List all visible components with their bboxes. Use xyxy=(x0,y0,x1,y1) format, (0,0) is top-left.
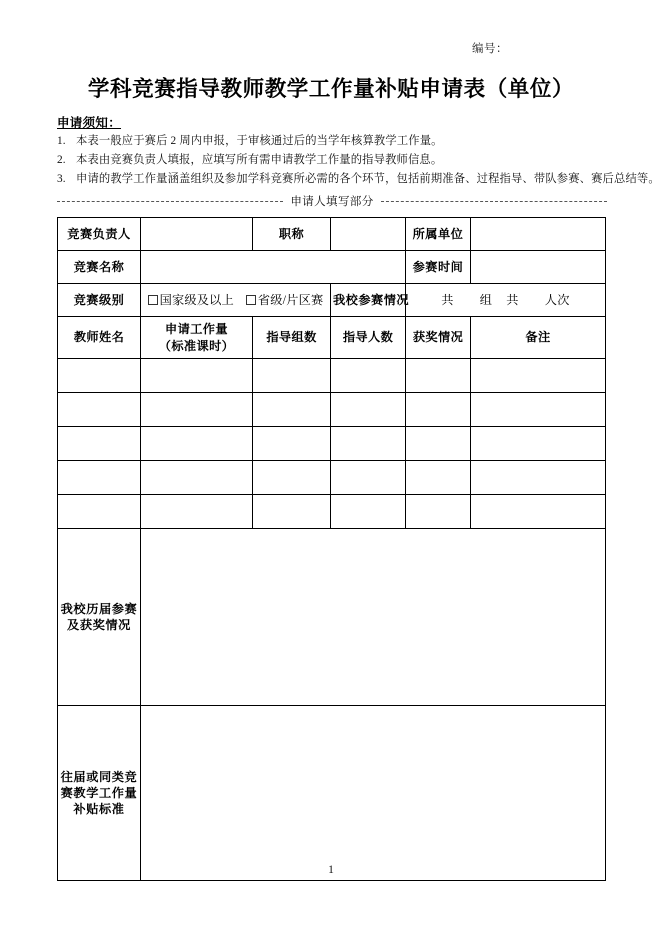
column-header-workload-line1: 申请工作量 xyxy=(165,322,228,337)
cell-teacher-name[interactable] xyxy=(58,359,141,393)
cell-group-count[interactable] xyxy=(253,393,331,427)
label-competition-time: 参赛时间 xyxy=(406,251,471,284)
document-number-label: 编号： xyxy=(472,43,508,55)
notice-item xyxy=(57,151,609,170)
table-row-subsidy-standard xyxy=(58,706,606,881)
label-subsidy-line1: 往届或同类竞 xyxy=(60,769,138,784)
cell-remark[interactable] xyxy=(471,495,606,529)
column-header-teacher-name: 教师姓名 xyxy=(58,317,141,359)
notice-item-text: 本表一般应于赛后 2 周内申报，于审核通过后的当学年核算教学工作量。 xyxy=(76,135,443,147)
cell-award[interactable] xyxy=(406,427,471,461)
cell-group-count[interactable] xyxy=(253,495,331,529)
cell-group-count[interactable] xyxy=(253,461,331,495)
field-competition-leader[interactable] xyxy=(141,218,253,251)
checkbox-provincial-level[interactable] xyxy=(246,292,324,308)
notice-item-index: 3. xyxy=(57,173,66,185)
table-row xyxy=(58,427,606,461)
field-subsidy-standard[interactable] xyxy=(141,706,606,881)
label-title-rank: 职称 xyxy=(253,218,331,251)
checkbox-provincial-label: 省级/片区赛 xyxy=(257,292,324,307)
cell-student-count[interactable] xyxy=(331,495,406,529)
notice-item-text: 申请的教学工作量涵盖组织及参加学科竞赛所必需的各个环节，包括前期准备、过程指导、带队参赛、赛后总结等。 xyxy=(76,173,660,185)
notice-item-index: 1. xyxy=(57,135,66,147)
cell-remark[interactable] xyxy=(471,393,606,427)
cell-workload[interactable] xyxy=(141,393,253,427)
label-subsidy-line3: 补贴标准 xyxy=(73,802,125,817)
divider-rule-right xyxy=(381,201,607,202)
field-affiliated-unit[interactable] xyxy=(471,218,606,251)
checkbox-national-label: 国家级及以上 xyxy=(159,292,234,307)
cell-teacher-name[interactable] xyxy=(58,393,141,427)
column-header-remark: 备注 xyxy=(471,317,606,359)
table-row-competition-level xyxy=(58,284,606,317)
label-competition-name: 竞赛名称 xyxy=(58,251,141,284)
cell-award[interactable] xyxy=(406,495,471,529)
label-competition-level: 竞赛级别 xyxy=(58,284,141,317)
table-row-data-headers xyxy=(58,317,606,359)
field-competition-name[interactable] xyxy=(141,251,406,284)
notice-item-index: 2. xyxy=(57,154,66,166)
field-school-participation-counts[interactable] xyxy=(406,284,606,317)
table-row xyxy=(58,495,606,529)
label-competition-leader: 竞赛负责人 xyxy=(58,218,141,251)
cell-remark[interactable] xyxy=(471,427,606,461)
cell-workload[interactable] xyxy=(141,427,253,461)
application-form-table xyxy=(57,217,606,881)
cell-workload[interactable] xyxy=(141,359,253,393)
divider-rule-left xyxy=(57,201,283,202)
notice-heading: 申请须知： xyxy=(57,116,122,130)
count-group-unit-label: 组 xyxy=(479,292,493,307)
label-subsidy-standard xyxy=(58,706,141,881)
cell-teacher-name[interactable] xyxy=(58,461,141,495)
cell-workload[interactable] xyxy=(141,495,253,529)
label-subsidy-line2: 赛教学工作量 xyxy=(60,785,138,800)
count-person-unit-label: 人次 xyxy=(544,292,570,307)
column-header-group-count: 指导组数 xyxy=(253,317,331,359)
notice-item xyxy=(57,132,609,151)
table-row xyxy=(58,393,606,427)
notice-item xyxy=(57,170,660,189)
field-competition-time[interactable] xyxy=(471,251,606,284)
table-row-competition-name xyxy=(58,251,606,284)
section-divider xyxy=(57,193,607,209)
cell-group-count[interactable] xyxy=(253,359,331,393)
count-prefix-label: 共 xyxy=(441,292,454,307)
checkbox-square-icon[interactable] xyxy=(246,295,256,305)
cell-award[interactable] xyxy=(406,393,471,427)
checkbox-national-level[interactable] xyxy=(148,292,234,308)
label-affiliated-unit: 所属单位 xyxy=(406,218,471,251)
cell-student-count[interactable] xyxy=(331,393,406,427)
cell-remark[interactable] xyxy=(471,461,606,495)
column-header-workload xyxy=(141,317,253,359)
cell-award[interactable] xyxy=(406,461,471,495)
cell-workload[interactable] xyxy=(141,461,253,495)
notice-item-text: 本表由竞赛负责人填报，应填写所有需申请教学工作量的指导教师信息。 xyxy=(76,154,443,166)
label-history-line1: 我校历届参赛 xyxy=(60,601,138,616)
cell-teacher-name[interactable] xyxy=(58,495,141,529)
table-row-leader xyxy=(58,218,606,251)
cell-student-count[interactable] xyxy=(331,461,406,495)
divider-label: 申请人填写部分 xyxy=(290,196,374,208)
table-row-history xyxy=(58,529,606,706)
label-history-line2: 及获奖情况 xyxy=(67,618,131,632)
table-row xyxy=(58,461,606,495)
column-header-workload-line2: （标准课时） xyxy=(158,338,235,353)
label-school-participation: 我校参赛情况 xyxy=(331,284,406,317)
column-header-award: 获奖情况 xyxy=(406,317,471,359)
table-row xyxy=(58,359,606,393)
page-number: 1 xyxy=(328,864,334,876)
field-competition-level-options xyxy=(141,284,331,317)
cell-student-count[interactable] xyxy=(331,359,406,393)
label-history-participation xyxy=(58,529,141,706)
cell-student-count[interactable] xyxy=(331,427,406,461)
checkbox-square-icon[interactable] xyxy=(148,295,158,305)
page-title: 学科竞赛指导教师教学工作量补贴申请表（单位） xyxy=(87,77,575,101)
cell-remark[interactable] xyxy=(471,359,606,393)
column-header-student-count: 指导人数 xyxy=(331,317,406,359)
notice-list xyxy=(57,132,660,189)
cell-award[interactable] xyxy=(406,359,471,393)
count-middle-label: 共 xyxy=(506,292,519,307)
field-title-rank[interactable] xyxy=(331,218,406,251)
field-history-participation[interactable] xyxy=(141,529,606,706)
cell-group-count[interactable] xyxy=(253,427,331,461)
cell-teacher-name[interactable] xyxy=(58,427,141,461)
